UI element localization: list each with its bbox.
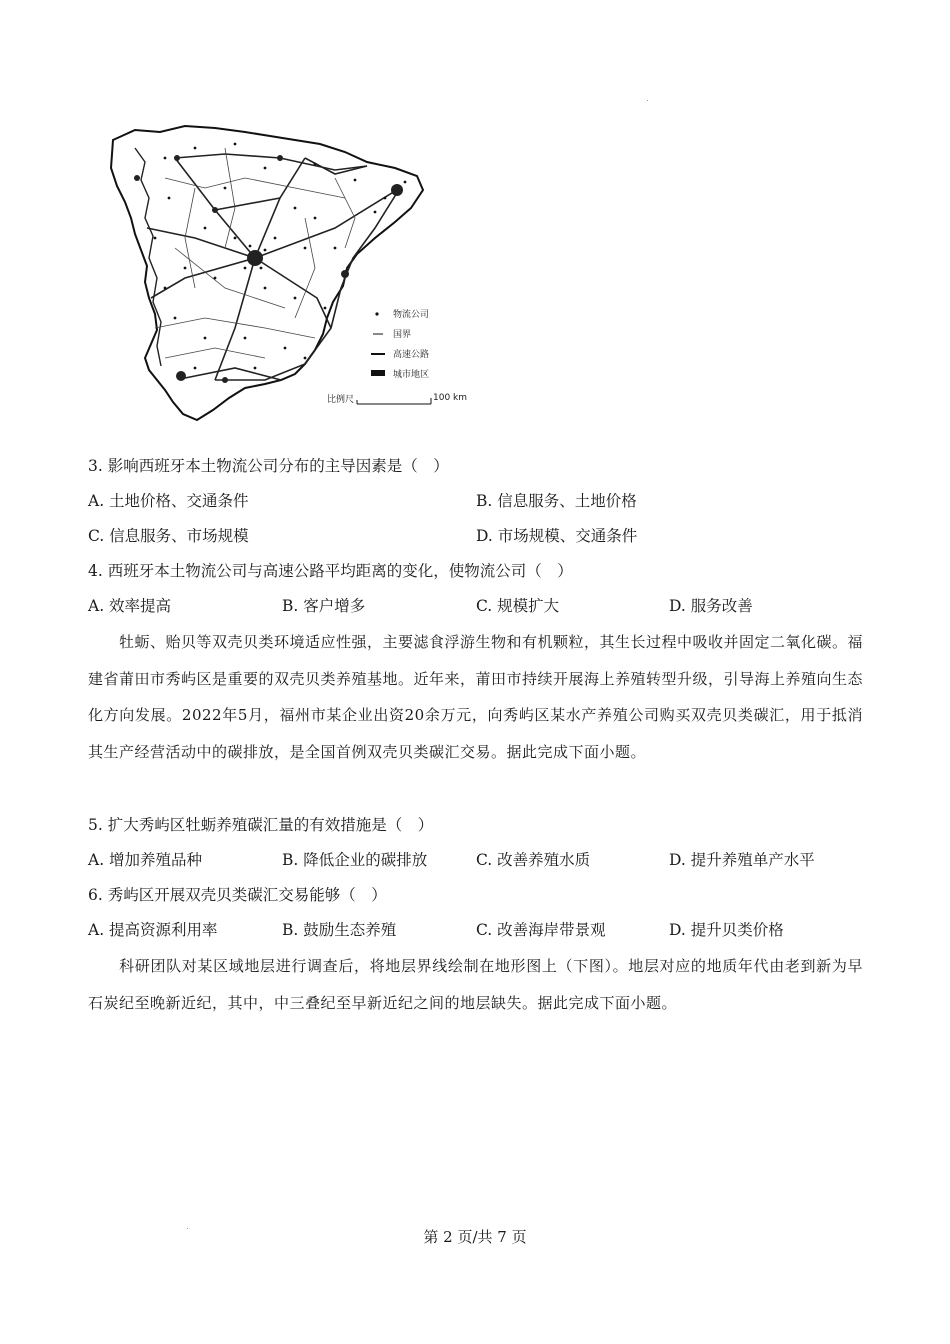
legend-urban: 城市地区 (393, 370, 430, 380)
legend-dot-icon (375, 312, 378, 315)
scale-value: 100 km (433, 393, 468, 403)
scan-speck (647, 100, 648, 101)
passage-bivalve (88, 624, 863, 770)
q3-option-d: D. 市场规模、交通条件 (476, 527, 638, 545)
urban-areas (134, 155, 403, 383)
q5-option-d: D. 提升养殖单产水平 (669, 851, 815, 869)
passage-bivalve-text: 牡蛎、贻贝等双壳贝类环境适应性强，主要滤食浮游生物和有机颗粒，其生长过程中吸收并固定二氧化碳。福建省莆田市秀屿区是重要的双壳贝类养殖基地。近年来，莆田市持续开展海上养殖转型升级，引导海上养殖向生态化方向发展。2022年5月，福州市某企业出资20余万元，向秀屿区某水产养殖公司购买双壳贝类碳汇，用于抵消其生产经营活动中的碳排放，是全国首例双壳贝类碳汇交易。据此完成下面小题。 (88, 633, 864, 761)
map-legend (327, 308, 467, 405)
question-3-stem: 3. 影响西班牙本土物流公司分布的主导因素是（ ） (88, 457, 449, 475)
spain-map-svg (105, 118, 475, 428)
passage-strata-text: 科研团队对某区域地层进行调查后，将地层界线绘制在地形图上（下图）。地层对应的地质年代由老到新为早石炭纪至晚新近纪，其中，中三叠纪至早新近纪之间的地层缺失。据此完成下面小题。 (88, 957, 863, 1012)
border-line (135, 148, 161, 366)
legend-urban-icon (371, 370, 385, 376)
legend-highway: 高速公路 (393, 350, 430, 360)
q4-option-c: C. 规模扩大 (476, 597, 560, 615)
q6-option-c: C. 改善海岸带景观 (476, 921, 606, 939)
q4-option-d: D. 服务改善 (669, 597, 753, 615)
q6-option-d: D. 提升贝类价格 (669, 921, 784, 939)
q4-option-b: B. 客户增多 (282, 597, 366, 615)
q5-option-a: A. 增加养殖品种 (88, 851, 203, 869)
spain-logistics-map (105, 118, 475, 428)
legend-logistics: 物流公司 (393, 310, 430, 320)
page-footer: 第 2 页/共 7 页 (423, 1228, 527, 1246)
logistics-dots (154, 143, 407, 370)
scale-label: 比例尺 (327, 395, 355, 405)
passage-strata (88, 948, 863, 1021)
q6-option-a: A. 提高资源利用率 (88, 921, 218, 939)
q3-option-b: B. 信息服务、土地价格 (476, 492, 637, 510)
q5-option-b: B. 降低企业的碳排放 (282, 851, 428, 869)
question-6-stem: 6. 秀屿区开展双壳贝类碳汇交易能够（ ） (88, 886, 387, 904)
q3-option-a: A. 土地价格、交通条件 (88, 492, 249, 510)
question-4-stem: 4. 西班牙本土物流公司与高速公路平均距离的变化，使物流公司（ ） (88, 562, 573, 580)
q6-option-b: B. 鼓励生态养殖 (282, 921, 397, 939)
legend-border: 国界 (393, 330, 412, 340)
q5-option-c: C. 改善养殖水质 (476, 851, 591, 869)
q3-option-c: C. 信息服务、市场规模 (88, 527, 249, 545)
question-5-stem: 5. 扩大秀屿区牡蛎养殖碳汇量的有效措施是（ ） (88, 816, 434, 834)
q4-option-a: A. 效率提高 (88, 597, 172, 615)
